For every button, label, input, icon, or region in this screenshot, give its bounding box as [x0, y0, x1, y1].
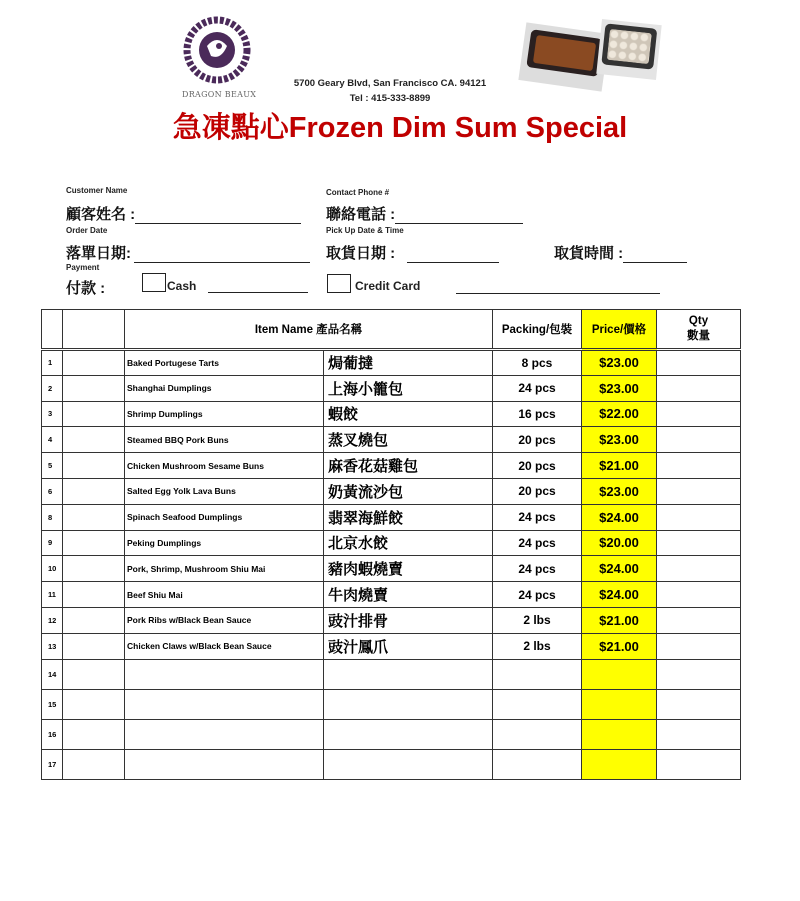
item-name-en: Peking Dumplings — [125, 530, 324, 556]
item-name-zh: 蒸叉燒包 — [324, 427, 493, 453]
qty-input[interactable] — [657, 427, 741, 453]
title-en: Frozen Dim Sum Special — [288, 112, 628, 144]
qty-input[interactable] — [657, 719, 741, 749]
row-number: 15 — [42, 689, 63, 719]
telephone: Tel : 415-333-8899 — [349, 93, 431, 104]
item-name-en: Chicken Claws w/Black Bean Sauce — [125, 633, 324, 659]
payment-label: Payment — [66, 263, 100, 272]
price[interactable] — [582, 689, 657, 719]
packing: 2 lbs — [493, 633, 582, 659]
qty-input[interactable] — [657, 478, 741, 504]
order-date-field[interactable] — [66, 242, 310, 263]
packing[interactable] — [493, 689, 582, 719]
price[interactable] — [582, 659, 657, 689]
row-number: 16 — [42, 719, 63, 749]
qty-input[interactable] — [657, 556, 741, 582]
price: $24.00 — [582, 504, 657, 530]
packing: 20 pcs — [493, 453, 582, 479]
header-packing: Packing/包裝 — [493, 310, 582, 350]
row-blank — [63, 350, 125, 376]
qty-input[interactable] — [657, 350, 741, 376]
item-name-zh: 奶黃流沙包 — [324, 478, 493, 504]
packing: 8 pcs — [493, 350, 582, 376]
item-name-zh: 麻香花菇雞包 — [324, 453, 493, 479]
item-name-en: Steamed BBQ Pork Buns — [125, 427, 324, 453]
pickup-time-zh: 取貨時間 : — [554, 245, 624, 262]
price: $24.00 — [582, 556, 657, 582]
qty-input[interactable] — [657, 375, 741, 401]
row-number: 10 — [42, 556, 63, 582]
item-name-zh: 豉汁排骨 — [324, 607, 493, 633]
qty-input[interactable] — [657, 530, 741, 556]
logo-text: DRAGON BEAUX — [182, 90, 257, 99]
address: 5700 Geary Blvd, San Francisco CA. 94121 — [293, 78, 487, 89]
row-blank — [63, 659, 125, 689]
price: $24.00 — [582, 582, 657, 608]
price: $23.00 — [582, 427, 657, 453]
packing: 20 pcs — [493, 478, 582, 504]
row-number: 13 — [42, 633, 63, 659]
packing: 24 pcs — [493, 582, 582, 608]
price: $22.00 — [582, 401, 657, 427]
qty-input[interactable] — [657, 582, 741, 608]
table-row — [42, 504, 741, 530]
item-name-zh[interactable] — [324, 659, 493, 689]
qty-input[interactable] — [657, 607, 741, 633]
item-name-en: Beef Shiu Mai — [125, 582, 324, 608]
order-date-zh: 落單日期: — [66, 245, 131, 262]
packing[interactable] — [493, 749, 582, 779]
row-blank — [63, 582, 125, 608]
qty-input[interactable] — [657, 401, 741, 427]
qty-input[interactable] — [657, 659, 741, 689]
row-blank — [63, 633, 125, 659]
table-header — [42, 310, 741, 350]
chicken-claws-photo — [518, 22, 609, 91]
table-row — [42, 478, 741, 504]
item-name-en[interactable] — [125, 659, 324, 689]
item-name-zh: 牛肉燒賣 — [324, 582, 493, 608]
row-number: 12 — [42, 607, 63, 633]
row-blank — [63, 427, 125, 453]
item-name-en: Shrimp Dumplings — [125, 401, 324, 427]
row-blank — [63, 504, 125, 530]
price: $20.00 — [582, 530, 657, 556]
buns-photo — [596, 19, 661, 80]
qty-input[interactable] — [657, 453, 741, 479]
row-blank — [63, 478, 125, 504]
cash-label: Cash — [167, 279, 197, 293]
packing: 24 pcs — [493, 556, 582, 582]
price: $21.00 — [582, 453, 657, 479]
table-row — [42, 582, 741, 608]
header-qty — [657, 310, 741, 350]
credit-card-label: Credit Card — [355, 279, 421, 293]
price: $23.00 — [582, 350, 657, 376]
packing: 24 pcs — [493, 504, 582, 530]
item-name-en: Shanghai Dumplings — [125, 375, 324, 401]
packing[interactable] — [493, 659, 582, 689]
row-number: 2 — [42, 375, 63, 401]
pickup-date-field[interactable] — [326, 242, 499, 263]
item-name-zh[interactable] — [324, 719, 493, 749]
row-number: 1 — [42, 350, 63, 376]
dragon-logo-icon — [183, 16, 251, 84]
price: $21.00 — [582, 607, 657, 633]
payment-zh: 付款 : — [66, 280, 106, 297]
table-row-empty — [42, 749, 741, 779]
table-row — [42, 607, 741, 633]
table-row — [42, 556, 741, 582]
qty-en: Qty — [688, 315, 709, 327]
item-name-en[interactable] — [125, 689, 324, 719]
page-title — [0, 105, 800, 146]
row-number: 17 — [42, 749, 63, 779]
row-number: 3 — [42, 401, 63, 427]
price: $23.00 — [582, 478, 657, 504]
price: $21.00 — [582, 633, 657, 659]
item-name-en: Pork, Shrimp, Mushroom Shiu Mai — [125, 556, 324, 582]
pickup-time-field[interactable] — [554, 242, 687, 263]
table-row — [42, 401, 741, 427]
item-name-zh: 翡翠海鮮餃 — [324, 504, 493, 530]
credit-card-line[interactable] — [456, 279, 660, 294]
qty-input[interactable] — [657, 504, 741, 530]
table-row-empty — [42, 659, 741, 689]
item-name-zh[interactable] — [324, 749, 493, 779]
table-row-empty — [42, 719, 741, 749]
item-name-en: Chicken Mushroom Sesame Buns — [125, 453, 324, 479]
credit-card-checkbox[interactable] — [327, 274, 351, 293]
table-row — [42, 530, 741, 556]
row-blank — [63, 453, 125, 479]
table-row — [42, 453, 741, 479]
qty-zh: 數量 — [687, 330, 711, 342]
customer-name-label: Customer Name — [66, 186, 128, 195]
row-blank — [63, 530, 125, 556]
row-blank — [63, 689, 125, 719]
row-number: 6 — [42, 478, 63, 504]
packing[interactable] — [493, 719, 582, 749]
qty-input[interactable] — [657, 633, 741, 659]
item-name-en: Pork Ribs w/Black Bean Sauce — [125, 607, 324, 633]
customer-name-field[interactable] — [66, 203, 301, 224]
contact-phone-field[interactable] — [326, 203, 523, 224]
price[interactable] — [582, 719, 657, 749]
item-name-en[interactable] — [125, 719, 324, 749]
row-blank — [63, 607, 125, 633]
contact-phone-zh: 聯絡電話 : — [326, 206, 396, 223]
pickup-date-zh: 取貨日期 : — [326, 245, 396, 262]
row-number: 8 — [42, 504, 63, 530]
customer-name-zh: 顧客姓名 : — [66, 206, 136, 223]
item-name-en: Spinach Seafood Dumplings — [125, 504, 324, 530]
row-blank — [63, 375, 125, 401]
row-blank — [63, 749, 125, 779]
row-number: 4 — [42, 427, 63, 453]
table-row — [42, 350, 741, 376]
title-zh: 急凍點心 — [172, 112, 289, 144]
item-name-en: Baked Portugese Tarts — [125, 350, 324, 376]
row-number: 14 — [42, 659, 63, 689]
header-item-name: Item Name 產品名稱 — [125, 310, 493, 350]
packing: 20 pcs — [493, 427, 582, 453]
packing: 24 pcs — [493, 530, 582, 556]
order-table — [41, 309, 741, 780]
table-row — [42, 633, 741, 659]
header-blank — [63, 310, 125, 350]
item-name-en[interactable] — [125, 749, 324, 779]
row-number: 9 — [42, 530, 63, 556]
header-no — [42, 310, 63, 350]
item-name-zh: 上海小籠包 — [324, 375, 493, 401]
table-row-empty — [42, 689, 741, 719]
qty-input[interactable] — [657, 689, 741, 719]
qty-input[interactable] — [657, 749, 741, 779]
item-name-en: Salted Egg Yolk Lava Buns — [125, 478, 324, 504]
row-number: 5 — [42, 453, 63, 479]
item-name-zh[interactable] — [324, 689, 493, 719]
cash-checkbox[interactable] — [142, 273, 166, 292]
packing: 2 lbs — [493, 607, 582, 633]
row-blank — [63, 719, 125, 749]
row-blank — [63, 401, 125, 427]
table-row — [42, 427, 741, 453]
packing: 24 pcs — [493, 375, 582, 401]
item-name-zh: 豉汁鳳爪 — [324, 633, 493, 659]
price: $23.00 — [582, 375, 657, 401]
row-number: 11 — [42, 582, 63, 608]
item-name-zh: 豬肉蝦燒賣 — [324, 556, 493, 582]
header-price: Price/價格 — [582, 310, 657, 350]
item-name-zh: 北京水餃 — [324, 530, 493, 556]
row-blank — [63, 556, 125, 582]
order-date-label: Order Date — [66, 226, 108, 235]
contact-phone-label: Contact Phone # — [326, 188, 390, 197]
item-name-zh: 蝦餃 — [324, 401, 493, 427]
packing: 16 pcs — [493, 401, 582, 427]
price[interactable] — [582, 749, 657, 779]
table-row — [42, 375, 741, 401]
cash-line[interactable] — [208, 278, 308, 293]
pickup-label: Pick Up Date & Time — [326, 226, 404, 235]
item-name-zh: 焗葡撻 — [324, 350, 493, 376]
